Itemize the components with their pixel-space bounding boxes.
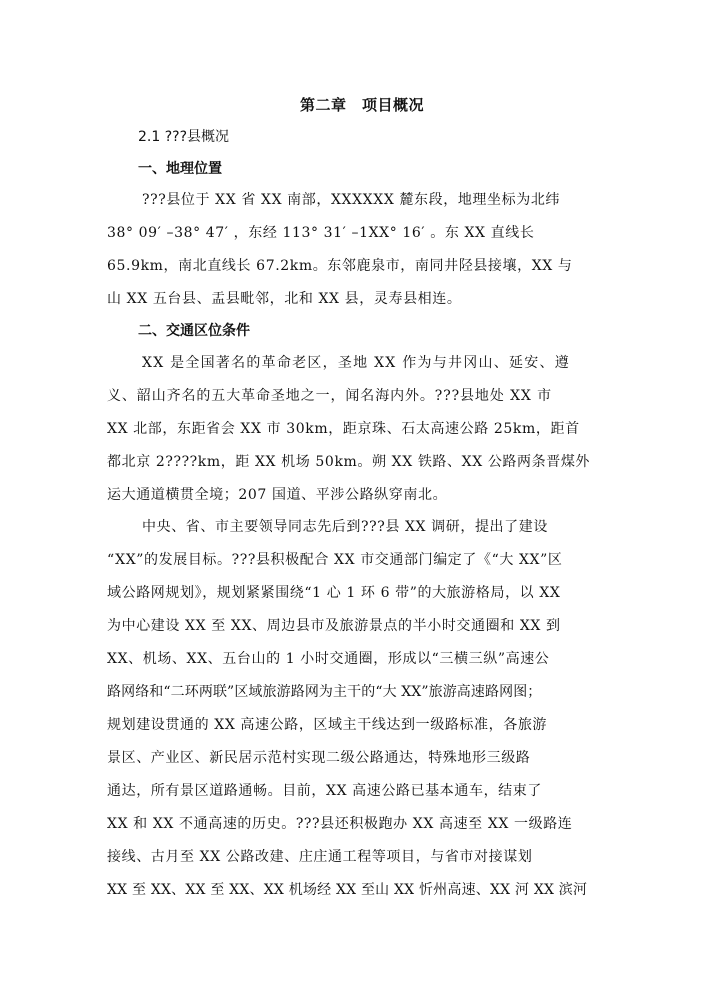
paragraph-line: 通达，所有景区道路通畅。目前，XX 高速公路已基本通车，结束了: [107, 783, 542, 799]
chapter-title: 第二章 项目概况: [300, 96, 425, 114]
section-heading-geography: 一、地理位置: [138, 161, 222, 177]
paragraph-line: “XX”的发展目标。???县积极配合 XX 市交通部门编定了《“大 XX”区: [107, 552, 563, 568]
paragraph-line: XX 和 XX 不通高速的历史。???县还积极跑办 XX 高速至 XX 一级路连: [107, 816, 573, 832]
paragraph-line: XX 是全国著名的革命老区，圣地 XX 作为与井冈山、延安、遵: [142, 355, 570, 371]
paragraph-line: XX 北部，东距省会 XX 市 30km，距京珠、石太高速公路 25km，距首: [107, 421, 580, 437]
paragraph-line: XX、机场、XX、五台山的 1 小时交通圈，形成以“三横三纵”高速公: [107, 651, 550, 667]
paragraph-line: XX 至 XX、XX 至 XX、XX 机场经 XX 至山 XX 忻州高速、XX 河 XX 滨河: [107, 882, 588, 898]
paragraph-line: 接线、古月至 XX 公路改建、庄庄通工程等项目，与省市对接谋划: [107, 849, 533, 865]
paragraph-line: 域公路网规划》，规划紧紧围绕“1 心 1 环 6 带”的大旅游格局，以 XX: [107, 585, 561, 601]
paragraph-line: 中央、省、市主要领导同志先后到???县 XX 调研，提出了建设: [142, 519, 548, 535]
paragraph-line: 景区、产业区、新民居示范村实现二级公路通达，特殊地形三级路: [107, 750, 531, 766]
paragraph-line: 为中心建设 XX 至 XX、周边县市及旅游景点的半小时交通圈和 XX 到: [107, 618, 561, 634]
paragraph-line: 义、韶山齐名的五大革命圣地之一，闻名海内外。???县地处 XX 市: [107, 388, 553, 404]
paragraph-line: 路网络和“二环两联”区域旅游路网为主干的“大 XX”旅游高速路网图；: [107, 684, 542, 700]
section-heading-2-1: 2.1 ???县概况: [138, 129, 230, 145]
paragraph-line: 38° 09′ –38° 47′ ，东经 113° 31′ –1XX° 16′ 。东 XX 直线长: [107, 225, 535, 241]
paragraph-line: ???县位于 XX 省 XX 南部，XXXXXX 麓东段，地理坐标为北纬: [142, 192, 561, 208]
section-heading-traffic: 二、交通区位条件: [138, 323, 250, 339]
paragraph-line: 65.9km，南北直线长 67.2km。东邻鹿泉市，南同井陉县接壤，XX 与: [107, 258, 573, 274]
paragraph-line: 规划建设贯通的 XX 高速公路，区域主干线达到一级路标准，各旅游: [107, 717, 548, 733]
paragraph-line: 都北京 2????km，距 XX 机场 50km。朔 XX 铁路、XX 公路两条晋煤外: [107, 454, 591, 470]
paragraph-line: 运大通道横贯全境；207 国道、平涉公路纵穿南北。: [107, 487, 448, 503]
paragraph-line: 山 XX 五台县、盂县毗邻，北和 XX 县，灵寿县相连。: [107, 291, 462, 307]
